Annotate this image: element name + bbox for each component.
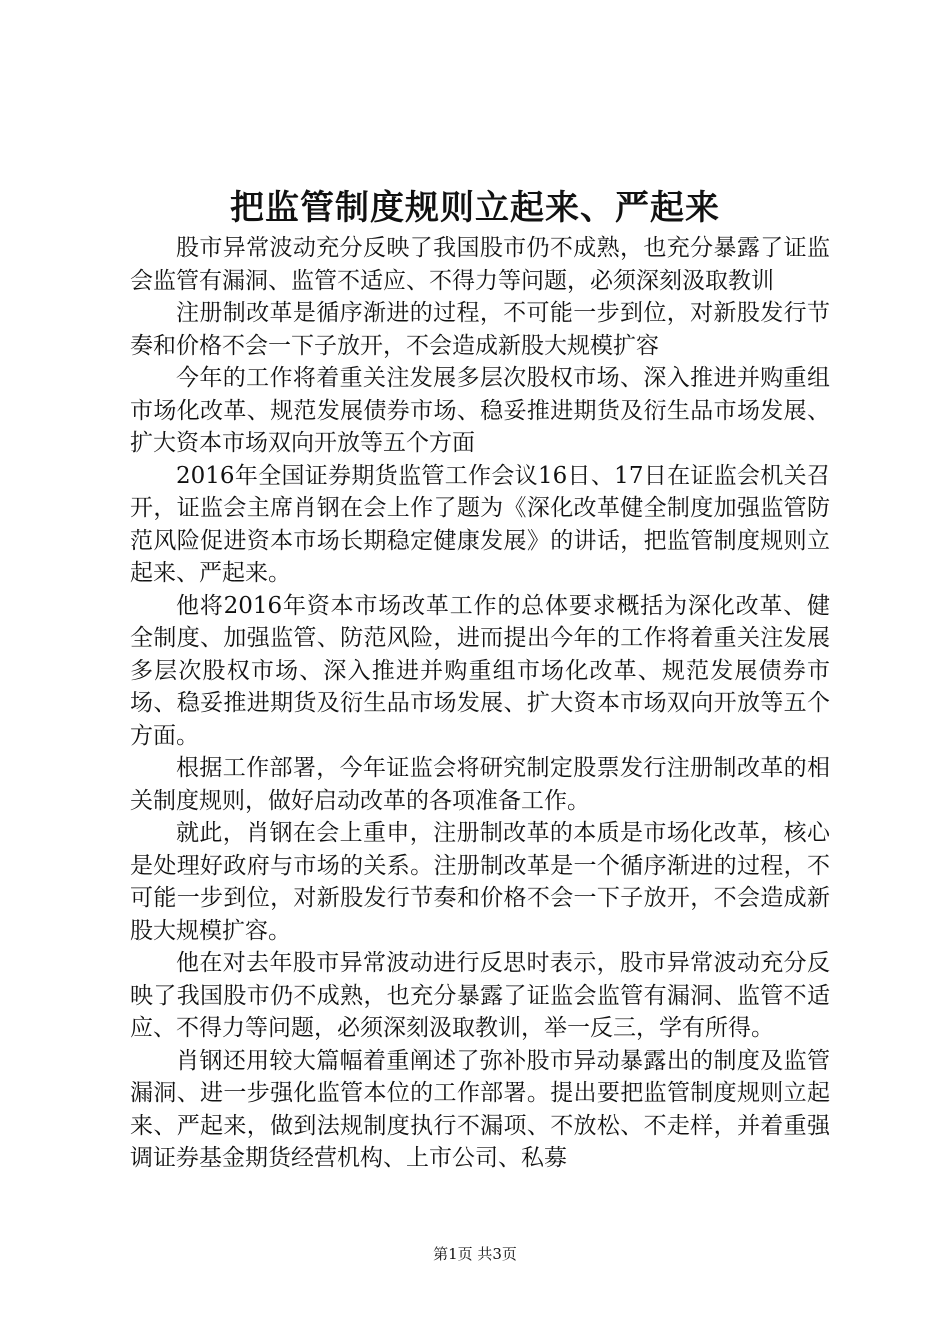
- document-title: 把监管制度规则立起来、严起来: [230, 188, 720, 228]
- paragraph: 他将2016年资本市场改革工作的总体要求概括为深化改革、健全制度、加强监管、防范风险，进而提出今年的工作将着重关注发展多层次股权市场、深入推进并购重组市场化改革、规范发展债券市场、稳妥推进期货及衍生品市场发展、扩大资本市场双向开放等五个方面。: [130, 592, 830, 749]
- paragraph: 他在对去年股市异常波动进行反思时表示，股市异常波动充分反映了我国股市仍不成熟，也充分暴露了证监会监管有漏洞、监管不适应、不得力等问题，必须深刻汲取教训，举一反三，学有所得。: [130, 950, 830, 1041]
- paragraph: 今年的工作将着重关注发展多层次股权市场、深入推进并购重组市场化改革、规范发展债券市场、稳妥推进期货及衍生品市场发展、扩大资本市场双向开放等五个方面: [130, 365, 830, 456]
- paragraph: 股市异常波动充分反映了我国股市仍不成熟，也充分暴露了证监会监管有漏洞、监管不适应、不得力等问题，必须深刻汲取教训: [130, 235, 830, 294]
- paragraph: 就此，肖钢在会上重申，注册制改革的本质是市场化改革，核心是处理好政府与市场的关系。注册制改革是一个循序渐进的过程，不可能一步到位，对新股发行节奏和价格不会一下子放开，不会造成新股大规模扩容。: [130, 820, 830, 944]
- document-body: [130, 232, 830, 1175]
- paragraph: 根据工作部署，今年证监会将研究制定股票发行注册制改革的相关制度规则，做好启动改革的各项准备工作。: [130, 755, 830, 814]
- paragraph: 2016年全国证券期货监管工作会议16日、17日在证监会机关召开，证监会主席肖钢在会上作了题为《深化改革健全制度加强监管防范风险促进资本市场长期稳定健康发展》的讲话，把监管制度规则立起来、严起来。: [130, 462, 830, 586]
- paragraph: 肖钢还用较大篇幅着重阐述了弥补股市异动暴露出的制度及监管漏洞、进一步强化监管本位的工作部署。提出要把监管制度规则立起来、严起来，做到法规制度执行不漏项、不放松、不走样，并着重强调证券基金期货经营机构、上市公司、私募: [130, 1047, 830, 1171]
- paragraph: 注册制改革是循序渐进的过程，不可能一步到位，对新股发行节奏和价格不会一下子放开，不会造成新股大规模扩容: [130, 300, 830, 359]
- page-number-footer: 第1页 共3页: [433, 1245, 517, 1263]
